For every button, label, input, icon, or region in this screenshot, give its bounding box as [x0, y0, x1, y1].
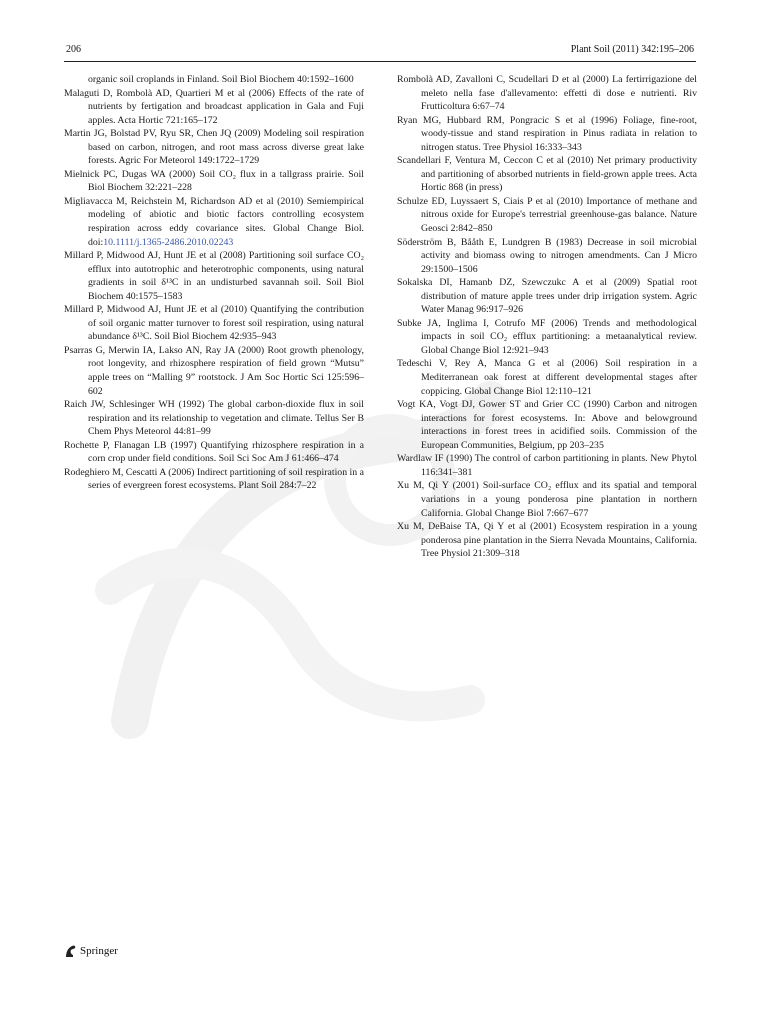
reference-entry-with-doi	[64, 195, 364, 249]
springer-horse-icon	[64, 944, 77, 958]
reference-entry: Rombolà AD, Zavalloni C, Scudellari D et al (2000) La fertirrigazione del meleto nella fase d'allevamento: effetti di dose e nutrienti. Riv Frutticoltura 6:67–74	[397, 74, 697, 113]
publisher-name: Springer	[80, 945, 118, 957]
reference-entry: Söderström B, Bååth E, Lundgren B (1983) Decrease in soil microbial activity and biomass owing to nitrogen amendments. Can J Micro 29:1500–1506	[397, 236, 697, 275]
reference-entry: Raich JW, Schlesinger WH (1992) The global carbon-dioxide flux in soil respiration and its relationship to vegetation and climate. Tellus Ser B Chem Phys Meteorol 44:81–99	[64, 399, 364, 438]
reference-entry: Rochette P, Flanagan LB (1997) Quantifying rhizosphere respiration in a corn crop under field conditions. Soil Sci Soc Am J 61:466–474	[64, 439, 364, 465]
reference-entry: Psarras G, Merwin IA, Lakso AN, Ray JA (2000) Root growth phenology, root longevity, and rhizosphere respiration of field grown “Mutsu” apple trees on “Malling 9” rootstock. J Am Soc Hortic Sci 125:596–602	[64, 344, 364, 397]
references-left-column	[64, 73, 364, 493]
reference-entry: Scandellari F, Ventura M, Ceccon C et al (2010) Net primary productivity and partitioning of absorbed nutrients in field-grown apple trees. Acta Hortic 868 (in press)	[397, 155, 697, 194]
reference-entry: Rodeghiero M, Cescatti A (2006) Indirect partitioning of soil respiration in a series of evergreen forest ecosystems. Plant Soil 284:7–22	[64, 466, 364, 492]
reference-entry: organic soil croplands in Finland. Soil Biol Biochem 40:1592–1600	[88, 74, 354, 85]
doi-link[interactable]: 10.1111/j.1365-2486.2010.02243	[103, 236, 234, 248]
reference-entry: Vogt KA, Vogt DJ, Gower ST and Grier CC (1990) Carbon and nitrogen interactions for forest ecosystems. In: Above and belowground interactions in forest trees in acidified soils. Commission of the European Communities, Belgium, pp 203–235	[397, 399, 697, 451]
reference-entry: Malaguti D, Rombolà AD, Quartieri M et al (2006) Effects of the rate of nutrients by fertigation and broadcast application in Gala and Fuji apples. Acta Hortic 721:165–172	[64, 87, 364, 126]
reference-entry: Sokalska DI, Hamanb DZ, Szewczukc A et al (2009) Spatial root distribution of mature apple trees under drip irrigation system. Agric Water Manag 96:917–926	[397, 277, 697, 316]
reference-entry: Wardlaw IF (1990) The control of carbon partitioning in plants. New Phytol 116:341–381	[397, 453, 697, 478]
references-right-column	[397, 73, 697, 561]
reference-entry: Tedeschi V, Rey A, Manca G et al (2006) Soil respiration in a Mediterranean oak forest at different developmental stages after coppicing. Global Change Biol 12:110–121	[397, 358, 697, 397]
reference-entry: Xu M, Qi Y (2001) Soil-surface CO₂ efflux and its spatial and temporal variations in a young ponderosa pine plantation in northern California. Global Change Biol 7:667–677	[397, 480, 697, 519]
reference-entry: Xu M, DeBaise TA, Qi Y et al (2001) Ecosystem respiration in a young ponderosa pine plantation in the Sierra Nevada Mountains, California. Tree Physiol 21:309–318	[397, 521, 697, 560]
reference-entry: Schulze ED, Luyssaert S, Ciais P et al (2010) Importance of methane and nitrous oxide for Europe's terrestrial greenhouse-gas balance. Nature Geosci 2:842–850	[397, 195, 697, 235]
reference-entry: Mielnick PC, Dugas WA (2000) Soil CO₂ flux in a tallgrass prairie. Soil Biol Biochem 32:221–228	[64, 168, 364, 194]
publisher-footer	[64, 944, 118, 958]
page-number: 206	[66, 44, 81, 55]
journal-citation: Plant Soil (2011) 342:195–206	[570, 44, 694, 55]
reference-entry: Martin JG, Bolstad PV, Ryu SR, Chen JQ (2009) Modeling soil respiration based on carbon, nitrogen, and root mass across diverse great lake forests. Agric For Meteorol 149:1722–1729	[64, 128, 364, 167]
reference-entry: Millard P, Midwood AJ, Hunt JE et al (2008) Partitioning soil surface CO₂ efflux into autotrophic and heterotrophic components, using natural gradients in soil δ¹³C in an undisturbed savannah soil. Soil Biol Biochem 40:1575–1583	[64, 250, 364, 302]
reference-entry: Millard P, Midwood AJ, Hunt JE et al (2010) Quantifying the contribution of soil organic matter turnover to forest soil respiration, using natural abundance δ¹³C. Soil Biol Biochem 42:935–943	[64, 304, 364, 343]
reference-text: Migliavacca M, Reichstein M, Richardson AD et al (2010) Semiempirical modeling of abiotic and biotic factors controlling ecosystem respiration across eddy covariance sites. Global Change Biol. doi:	[64, 195, 364, 248]
reference-entry: Ryan MG, Hubbard RM, Pongracic S et al (1996) Foliage, fine-root, woody-tissue and stand respiration in Pinus radiata in relation to nitrogen status. Tree Physiol 16:333–343	[397, 114, 697, 153]
header-rule	[64, 61, 696, 62]
reference-entry: Subke JA, Inglima I, Cotrufo MF (2006) Trends and methodological impacts in soil CO₂ efflux partitioning: a metaanalytical review. Global Change Biol 12:921–943	[397, 317, 697, 356]
